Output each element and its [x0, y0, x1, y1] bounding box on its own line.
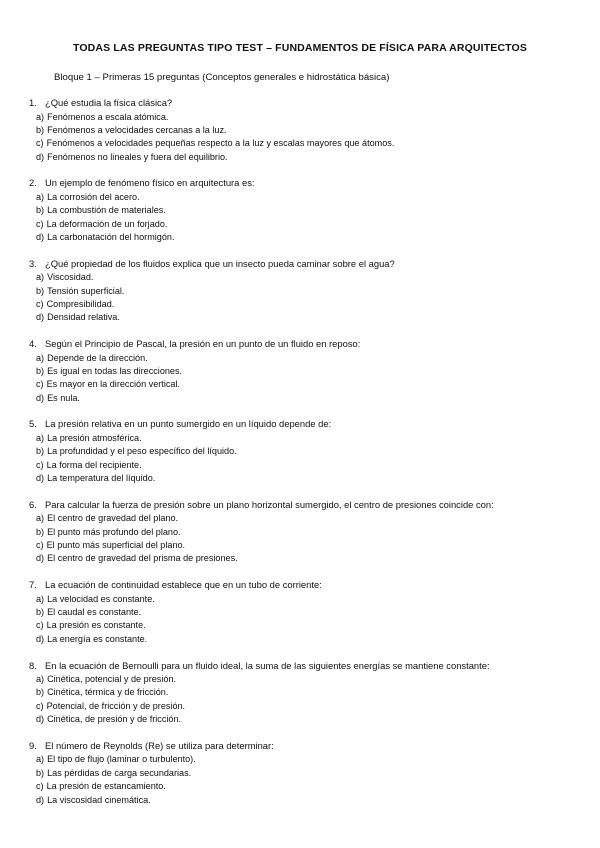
- answer-option: [36, 526, 589, 539]
- question-number: 3.: [29, 257, 37, 269]
- question-item: [29, 418, 589, 485]
- question-line: [29, 740, 589, 752]
- answer-option: [36, 633, 589, 646]
- option-text: El centro de gravedad del prisma de presiones.: [47, 553, 238, 564]
- option-text: Depende de la dirección.: [47, 352, 148, 363]
- option-text: Es nula.: [47, 392, 80, 403]
- answer-option: [36, 673, 589, 686]
- answer-option: [36, 539, 589, 552]
- option-letter: a): [36, 272, 45, 283]
- question-text: La ecuación de continuidad establece que en un tubo de corriente:: [45, 579, 322, 591]
- answer-option: [36, 445, 589, 458]
- option-letter: b): [36, 687, 45, 698]
- question-number: 7.: [29, 579, 37, 591]
- option-letter: b): [36, 526, 45, 537]
- option-text: El caudal es constante.: [47, 607, 142, 618]
- question-item: [29, 499, 589, 566]
- answer-option: [36, 311, 589, 324]
- document-title: TODAS LAS PREGUNTAS TIPO TEST – FUNDAMENTOS DE FÍSICA PARA ARQUITECTOS: [72, 42, 528, 54]
- answer-options: [36, 673, 589, 727]
- option-letter: d): [36, 794, 45, 805]
- answer-option: [36, 753, 589, 766]
- option-letter: b): [36, 767, 45, 778]
- question-text: Según el Principio de Pascal, la presión en un punto de un fluido en reposo:: [45, 338, 361, 350]
- answer-option: [36, 352, 589, 365]
- question-line: [29, 418, 589, 430]
- option-letter: d): [36, 392, 45, 403]
- question-number: 6.: [29, 498, 37, 510]
- option-text: La carbonatación del hormigón.: [47, 232, 175, 243]
- answer-option: [36, 794, 589, 807]
- option-letter: b): [36, 446, 45, 457]
- option-letter: c): [36, 379, 44, 390]
- answer-options: [36, 432, 589, 486]
- option-text: La energía es constante.: [47, 633, 148, 644]
- question-text: La presión relativa en un punto sumergido en un líquido depende de:: [45, 418, 332, 430]
- answer-options: [36, 271, 589, 325]
- question-item: [29, 660, 589, 727]
- answer-option: [36, 111, 589, 124]
- answer-option: [36, 512, 589, 525]
- question-item: [29, 338, 589, 405]
- answer-options: [36, 111, 589, 165]
- option-text: El centro de gravedad del plano.: [47, 513, 179, 524]
- question-text: ¿Qué propiedad de los fluidos explica que un insecto pueda caminar sobre el agua?: [45, 257, 395, 269]
- question-item: [29, 740, 589, 807]
- answer-option: [36, 619, 589, 632]
- answer-option: [36, 392, 589, 405]
- option-letter: d): [36, 633, 45, 644]
- answer-option: [36, 432, 589, 445]
- option-text: Fenómenos no lineales y fuera del equilibrio.: [47, 151, 228, 162]
- option-text: Tensión superficial.: [47, 285, 125, 296]
- option-text: La corrosión del acero.: [47, 191, 140, 202]
- option-letter: c): [36, 540, 44, 551]
- option-text: La profundidad y el peso específico del líquido.: [47, 446, 237, 457]
- question-line: [29, 177, 589, 189]
- answer-option: [36, 686, 589, 699]
- option-letter: b): [36, 607, 45, 618]
- option-letter: d): [36, 714, 45, 725]
- option-letter: a): [36, 674, 45, 685]
- option-letter: a): [36, 593, 45, 604]
- option-letter: d): [36, 553, 45, 564]
- option-text: Potencial, de fricción y de presión.: [46, 700, 186, 711]
- answer-options: [36, 191, 589, 245]
- answer-options: [36, 593, 589, 647]
- option-letter: c): [36, 781, 44, 792]
- question-list: [29, 97, 589, 820]
- option-text: La deformación de un forjado.: [46, 218, 168, 229]
- question-item: [29, 258, 589, 325]
- answer-option: [36, 151, 589, 164]
- option-letter: b): [36, 205, 45, 216]
- answer-option: [36, 231, 589, 244]
- question-item: [29, 579, 589, 646]
- option-letter: a): [36, 754, 45, 765]
- option-letter: a): [36, 352, 45, 363]
- question-line: [29, 258, 589, 270]
- question-line: [29, 660, 589, 672]
- option-text: Es mayor en la dirección vertical.: [46, 379, 181, 390]
- answer-option: [36, 713, 589, 726]
- option-letter: a): [36, 191, 45, 202]
- answer-option: [36, 780, 589, 793]
- answer-option: [36, 593, 589, 606]
- answer-option: [36, 191, 589, 204]
- answer-option: [36, 204, 589, 217]
- question-item: [29, 177, 589, 244]
- question-text: En la ecuación de Bernoulli para un fluido ideal, la suma de las siguientes energías se mantiene constante:: [45, 659, 490, 671]
- option-letter: b): [36, 124, 45, 135]
- question-number: 9.: [29, 739, 37, 751]
- option-text: La combustión de materiales.: [47, 205, 166, 216]
- option-text: La presión es constante.: [46, 620, 146, 631]
- option-text: El punto más superficial del plano.: [46, 540, 186, 551]
- option-text: La presión atmosférica.: [47, 432, 142, 443]
- answer-option: [36, 606, 589, 619]
- option-letter: c): [36, 299, 44, 309]
- answer-option: [36, 271, 589, 284]
- answer-option: [36, 459, 589, 472]
- question-text: El número de Reynolds (Re) se utiliza para determinar:: [45, 739, 274, 751]
- answer-option: [36, 472, 589, 485]
- answer-option: [36, 365, 589, 378]
- option-text: Fenómenos a velocidades pequeñas respecto a la luz y escalas mayores que átomos.: [46, 138, 395, 149]
- question-line: [29, 579, 589, 591]
- option-text: La forma del recipiente.: [46, 459, 142, 470]
- option-text: Compresibilidad.: [46, 299, 115, 309]
- answer-options: [36, 753, 589, 807]
- question-text: Un ejemplo de fenómeno físico en arquitectura es:: [45, 177, 255, 189]
- option-text: La viscosidad cinemática.: [47, 794, 151, 805]
- question-line: [29, 338, 589, 350]
- option-letter: c): [36, 700, 44, 711]
- option-text: Fenómenos a velocidades cercanas a la luz.: [47, 124, 227, 135]
- option-text: Cinética, térmica y de fricción.: [47, 687, 169, 698]
- option-text: Viscosidad.: [47, 272, 94, 283]
- option-text: El punto más profundo del plano.: [47, 526, 181, 537]
- answer-option: [36, 298, 589, 311]
- option-letter: c): [36, 218, 44, 229]
- option-text: Es igual en todas las direcciones.: [47, 365, 183, 376]
- option-letter: c): [36, 138, 44, 149]
- answer-options: [36, 512, 589, 566]
- option-text: La temperatura del líquido.: [47, 473, 156, 484]
- option-letter: d): [36, 473, 45, 484]
- answer-option: [36, 767, 589, 780]
- answer-option: [36, 285, 589, 298]
- option-text: La velocidad es constante.: [47, 593, 155, 604]
- question-number: 1.: [29, 97, 37, 108]
- answer-option: [36, 552, 589, 565]
- option-text: El tipo de flujo (laminar o turbulento).: [47, 754, 196, 765]
- option-text: Cinética, de presión y de fricción.: [47, 714, 182, 725]
- question-text: Para calcular la fuerza de presión sobre un plano horizontal sumergido, el centro de presiones coincide con:: [45, 498, 494, 510]
- question-number: 2.: [29, 177, 37, 189]
- answer-option: [36, 378, 589, 391]
- question-number: 4.: [29, 338, 37, 350]
- answer-option: [36, 218, 589, 231]
- option-letter: d): [36, 151, 45, 162]
- answer-options: [36, 352, 589, 406]
- option-letter: b): [36, 285, 45, 296]
- question-number: 8.: [29, 659, 37, 671]
- option-text: Cinética, potencial y de presión.: [47, 674, 176, 685]
- option-letter: d): [36, 312, 45, 323]
- answer-option: [36, 700, 589, 713]
- question-line: [29, 97, 589, 109]
- document-subtitle: Bloque 1 – Primeras 15 preguntas (Conceptos generales e hidrostática básica): [54, 72, 390, 83]
- option-text: Las pérdidas de carga secundarias.: [47, 767, 192, 778]
- option-letter: a): [36, 432, 45, 443]
- option-letter: a): [36, 513, 45, 524]
- answer-option: [36, 124, 589, 137]
- option-letter: d): [36, 232, 45, 243]
- question-number: 5.: [29, 418, 37, 430]
- answer-option: [36, 137, 589, 150]
- question-item: [29, 97, 589, 164]
- option-letter: c): [36, 459, 44, 470]
- option-letter: b): [36, 365, 45, 376]
- question-line: [29, 499, 589, 511]
- option-letter: a): [36, 111, 45, 122]
- option-text: Densidad relativa.: [47, 312, 120, 323]
- option-letter: c): [36, 620, 44, 631]
- option-text: Fenómenos a escala atómica.: [47, 111, 169, 122]
- option-text: La presión de estancamiento.: [46, 781, 166, 792]
- question-text: ¿Qué estudia la física clásica?: [45, 97, 173, 108]
